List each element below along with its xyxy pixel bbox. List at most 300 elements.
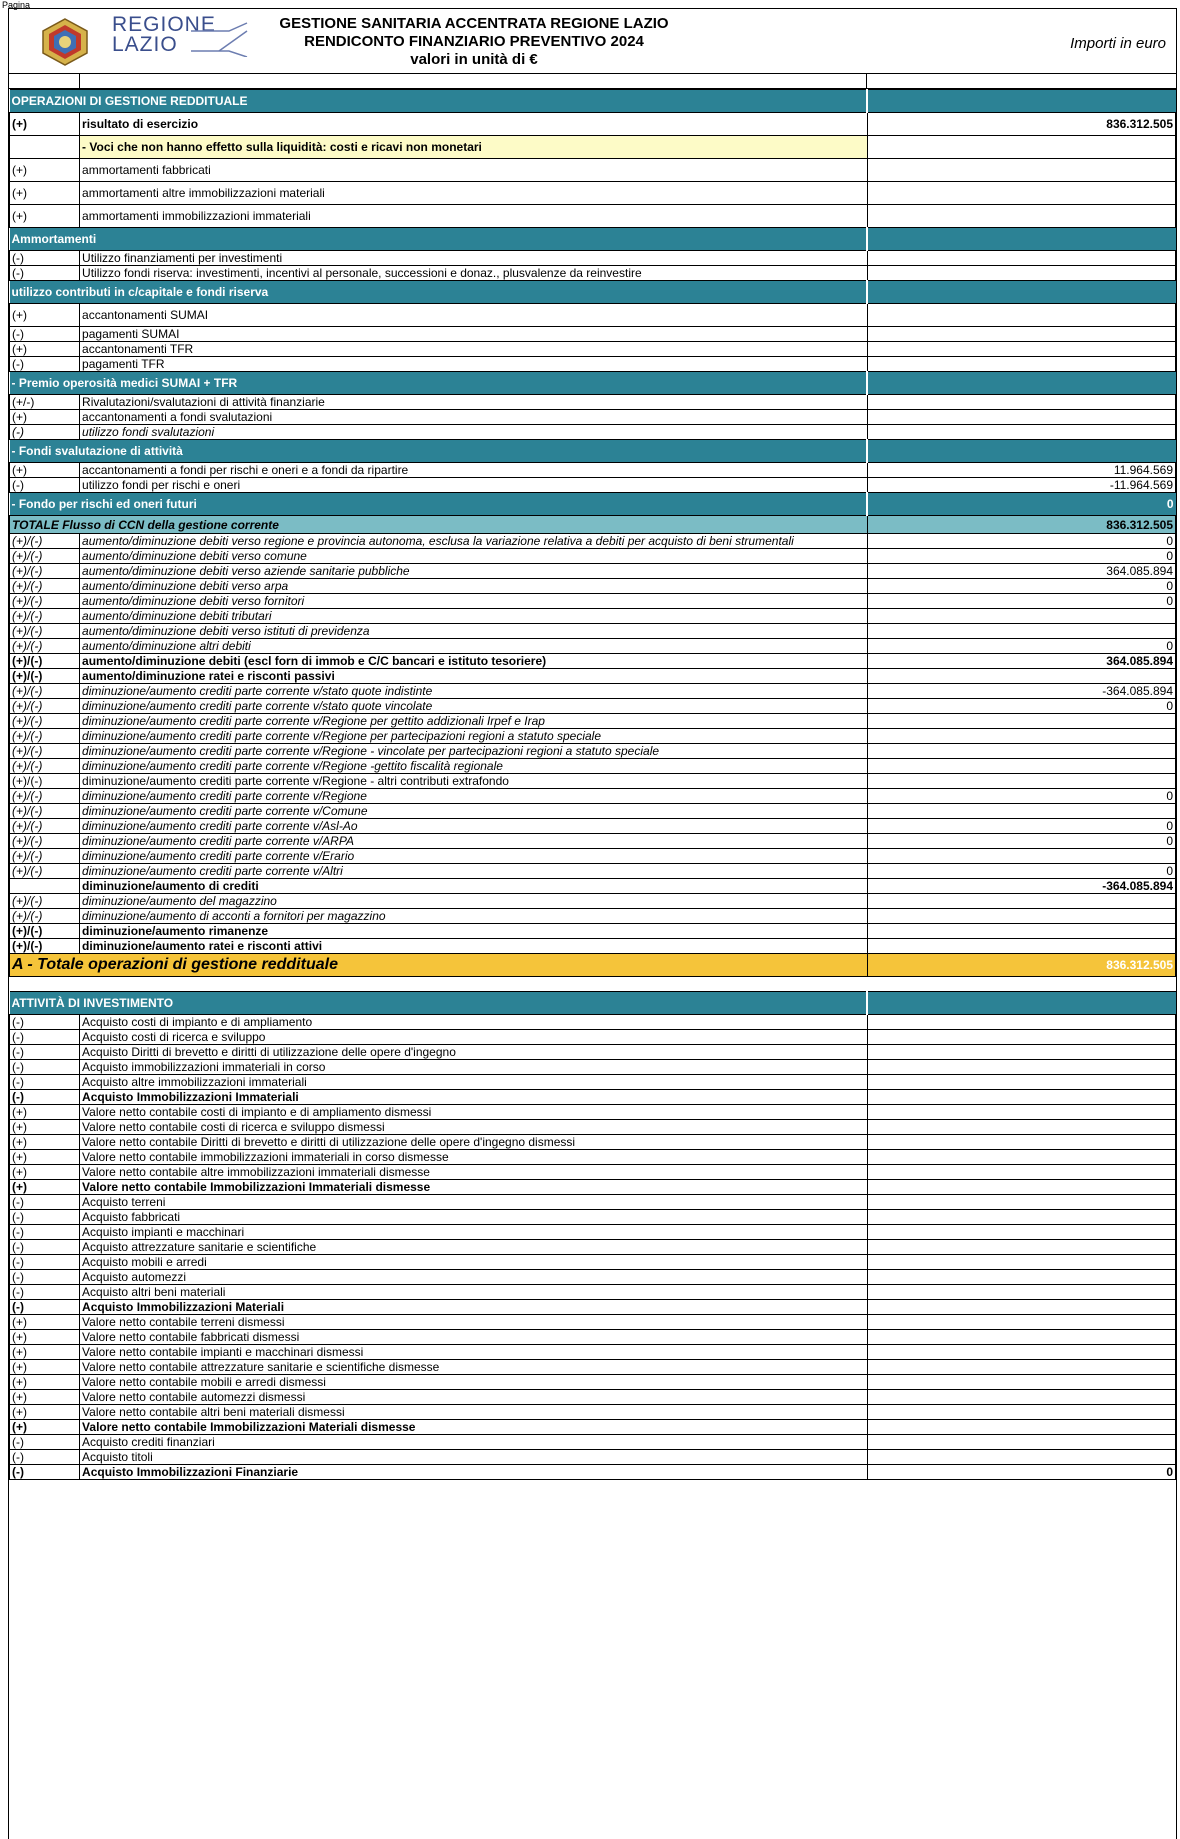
table-row [10,1285,1176,1300]
item-value [867,759,1175,774]
item-value [867,729,1175,744]
item-value: 0 [867,1465,1175,1480]
section-title: OPERAZIONI DI GESTIONE REDDITUALE [10,90,868,113]
item-value [867,1330,1175,1345]
item-label: aumento/diminuzione debiti (escl forn di immob e C/C bancari e istituto tesoriere) [80,654,868,669]
item-value [867,1045,1175,1060]
item-label: accantonamenti a fondi per rischi e oneri e a fondi da ripartire [80,463,868,478]
item-label: aumento/diminuzione debiti verso aziende sanitarie pubbliche [80,564,868,579]
table-row [10,639,1176,654]
sign-cell: (-) [10,1090,80,1105]
item-value: 0 [867,594,1175,609]
item-label: Valore netto contabile altre immobilizzazioni immateriali dismesse [80,1165,868,1180]
item-value [867,1405,1175,1420]
item-label: aumento/diminuzione ratei e risconti passivi [80,669,868,684]
table-row [10,1375,1176,1390]
table-row [10,1330,1176,1345]
table-row [10,1090,1176,1105]
table-row [10,113,1176,136]
table-row [10,939,1176,954]
section-value: 0 [867,493,1175,516]
sign-cell: (+) [10,342,80,357]
table-row [10,1165,1176,1180]
section-title: Ammortamenti [10,228,868,251]
item-label: Acquisto automezzi [80,1270,868,1285]
item-value [867,1105,1175,1120]
table-row [10,669,1176,684]
table-row [10,1120,1176,1135]
table-row [10,1045,1176,1060]
section-title: - Premio operosità medici SUMAI + TFR [10,372,868,395]
item-label: utilizzo fondi svalutazioni [80,425,868,440]
item-value: 11.964.569 [867,463,1175,478]
item-value [867,1360,1175,1375]
sign-cell: (+) [10,1405,80,1420]
item-value [867,774,1175,789]
sign-cell: (+) [10,1345,80,1360]
table-row [10,251,1176,266]
sign-cell: (-) [10,1060,80,1075]
item-label: diminuzione/aumento crediti parte corrente v/Regione - vincolate per partecipazioni regioni a statuto speciale [80,744,868,759]
table-row [10,372,1176,395]
total-label: A - Totale operazioni di gestione reddituale [10,954,868,977]
item-value [867,849,1175,864]
sign-cell: (+)/(-) [10,639,80,654]
item-value: 0 [867,639,1175,654]
table-row [10,894,1176,909]
item-label: accantonamenti TFR [80,342,868,357]
sign-cell: (+)/(-) [10,774,80,789]
item-label: diminuzione/aumento crediti parte corrente v/stato quote indistinte [80,684,868,699]
sign-cell: (-) [10,266,80,281]
item-value [867,1255,1175,1270]
table-row [10,1105,1176,1120]
section-value [867,281,1175,304]
sign-cell: (+) [10,113,80,136]
table-row [10,478,1176,493]
report-units: valori in unità di € [410,51,538,68]
sign-cell: (+) [10,1165,80,1180]
item-value [867,804,1175,819]
page-corner-label: Pagina [2,0,31,10]
sign-cell: (-) [10,1015,80,1030]
item-label: pagamenti TFR [80,357,868,372]
item-label: diminuzione/aumento crediti parte corrente v/Regione per partecipazioni regioni a statuto speciale [80,729,868,744]
table-row [10,819,1176,834]
table-row [10,1195,1176,1210]
item-label: Valore netto contabile automezzi dismessi [80,1390,868,1405]
sign-cell: (+) [10,1150,80,1165]
sign-cell: (+)/(-) [10,819,80,834]
item-value [867,1210,1175,1225]
cash-flow-table [9,89,1176,1480]
item-label: aumento/diminuzione debiti tributari [80,609,868,624]
item-label: Acquisto Immobilizzazioni Materiali [80,1300,868,1315]
item-value [867,1075,1175,1090]
item-value [867,395,1175,410]
item-label: risultato di esercizio [80,113,868,136]
item-label: diminuzione/aumento di acconti a fornitori per magazzino [80,909,868,924]
sign-cell: (+)/(-) [10,804,80,819]
item-label: Valore netto contabile Immobilizzazioni Materiali dismesse [80,1420,868,1435]
sign-cell: (+) [10,182,80,205]
report-header [9,9,1176,74]
item-value [867,1345,1175,1360]
sign-cell: (-) [10,1240,80,1255]
item-value: 0 [867,699,1175,714]
table-row [10,1390,1176,1405]
item-value [867,1375,1175,1390]
sign-cell: (+) [10,304,80,327]
table-row [10,281,1176,304]
item-value: -364.085.894 [867,684,1175,699]
item-value [867,669,1175,684]
sign-cell: (-) [10,357,80,372]
sign-cell: (+) [10,1135,80,1150]
sign-cell: (-) [10,425,80,440]
item-label: Valore netto contabile attrezzature sanitarie e scientifiche dismesse [80,1360,868,1375]
item-label: aumento/diminuzione debiti verso regione e provincia autonoma, esclusa la variazione relativa a debiti per acquisto di beni strumentali [80,534,868,549]
section-title: ATTIVITÀ DI INVESTIMENTO [10,992,868,1015]
table-row [10,1210,1176,1225]
table-row [10,1270,1176,1285]
item-value: 0 [867,864,1175,879]
table-row [10,304,1176,327]
section-value [867,372,1175,395]
sign-cell: (-) [10,1285,80,1300]
item-label: Acquisto terreni [80,1195,868,1210]
table-row [10,879,1176,894]
item-label: Acquisto altri beni materiali [80,1285,868,1300]
item-value: 364.085.894 [867,654,1175,669]
item-value [867,1225,1175,1240]
table-row [10,136,1176,159]
table-row [10,992,1176,1015]
table-row [10,579,1176,594]
item-label: Acquisto mobili e arredi [80,1255,868,1270]
item-label: diminuzione/aumento crediti parte corrente v/Regione - altri contributi extrafondo [80,774,868,789]
item-label: Valore netto contabile Diritti di brevetto e diritti di utilizzazione delle opere d'ingegno dismessi [80,1135,868,1150]
item-label: diminuzione/aumento rimanenze [80,924,868,939]
table-row [10,834,1176,849]
item-value [867,714,1175,729]
sign-cell [10,136,80,159]
item-value [867,410,1175,425]
item-label: Utilizzo fondi riserva: investimenti, incentivi al personale, successioni e donaz., plusvalenze da reinvestire [80,266,868,281]
table-row [10,977,1176,992]
section-title: utilizzo contributi in c/capitale e fondi riserva [10,281,868,304]
item-label: aumento/diminuzione altri debiti [80,639,868,654]
table-row [10,1150,1176,1165]
item-label: Valore netto contabile costi di impianto e di ampliamento dismessi [80,1105,868,1120]
item-value [867,939,1175,954]
table-row [10,357,1176,372]
table-row [10,624,1176,639]
item-value [867,304,1175,327]
sign-cell: (-) [10,1210,80,1225]
item-label: diminuzione/aumento crediti parte corrente v/Regione per gettito addizionali Irpef e Irap [80,714,868,729]
sign-cell: (-) [10,1225,80,1240]
table-row [10,1240,1176,1255]
item-value [867,624,1175,639]
item-label: diminuzione/aumento crediti parte corrente v/stato quote vincolate [80,699,868,714]
item-value [867,744,1175,759]
item-value: -364.085.894 [867,879,1175,894]
item-value [867,1150,1175,1165]
sign-cell: (-) [10,251,80,266]
item-value [867,1120,1175,1135]
item-label: Acquisto Immobilizzazioni Immateriali [80,1090,868,1105]
table-row [10,266,1176,281]
table-row [10,609,1176,624]
section-value [867,992,1175,1015]
item-label: diminuzione/aumento crediti parte corrente v/Asl-Ao [80,819,868,834]
table-row [10,342,1176,357]
item-label: Valore netto contabile impianti e macchinari dismessi [80,1345,868,1360]
sign-cell: (+)/(-) [10,909,80,924]
item-value: -11.964.569 [867,478,1175,493]
total-value: 836.312.505 [867,954,1175,977]
table-row [10,1345,1176,1360]
item-label: aumento/diminuzione debiti verso arpa [80,579,868,594]
blank-cell [10,977,1176,992]
item-label: Acquisto costi di ricerca e sviluppo [80,1030,868,1045]
item-label: Acquisto costi di impianto e di ampliamento [80,1015,868,1030]
sign-cell: (+) [10,1360,80,1375]
sign-cell: (+)/(-) [10,924,80,939]
item-value [867,266,1175,281]
item-label: diminuzione/aumento crediti parte corrente v/Regione -gettito fiscalità regionale [80,759,868,774]
sign-cell: (+)/(-) [10,549,80,564]
report-titles [239,15,709,69]
table-row [10,1030,1176,1045]
sign-cell: (+)/(-) [10,684,80,699]
item-value [867,1180,1175,1195]
item-value [867,1090,1175,1105]
sign-cell: (-) [10,327,80,342]
table-row [10,789,1176,804]
item-value: 0 [867,834,1175,849]
item-label: diminuzione/aumento crediti parte corrente v/Regione [80,789,868,804]
sign-cell: (+)/(-) [10,594,80,609]
table-row [10,774,1176,789]
table-row [10,1435,1176,1450]
item-value [867,251,1175,266]
sign-cell: (-) [10,1465,80,1480]
sign-cell: (+)/(-) [10,939,80,954]
item-label: diminuzione/aumento crediti parte corrente v/ARPA [80,834,868,849]
total-value: 836.312.505 [867,516,1175,534]
item-value [867,1240,1175,1255]
sign-cell: (-) [10,1270,80,1285]
table-row [10,1075,1176,1090]
sign-cell: (+)/(-) [10,714,80,729]
item-value [867,1060,1175,1075]
item-label: Valore netto contabile fabbricati dismessi [80,1330,868,1345]
sign-cell: (+)/(-) [10,579,80,594]
item-value [867,159,1175,182]
sign-cell: (+)/(-) [10,894,80,909]
table-row [10,759,1176,774]
report-title: GESTIONE SANITARIA ACCENTRATA REGIONE LAZIO [279,15,669,32]
item-value: 0 [867,789,1175,804]
item-label: aumento/diminuzione debiti verso istituti di previdenza [80,624,868,639]
report-subtitle: RENDICONTO FINANZIARIO PREVENTIVO 2024 [304,33,644,50]
item-value [867,1285,1175,1300]
sign-cell: (-) [10,1045,80,1060]
sign-cell: (-) [10,1435,80,1450]
item-label: ammortamenti fabbricati [80,159,868,182]
sign-cell: (+)/(-) [10,609,80,624]
section-value [867,440,1175,463]
item-value [867,327,1175,342]
item-label: aumento/diminuzione debiti verso fornitori [80,594,868,609]
item-value [867,136,1175,159]
item-label: Valore netto contabile Immobilizzazioni Immateriali dismesse [80,1180,868,1195]
item-value: 0 [867,819,1175,834]
item-label: diminuzione/aumento crediti parte corrente v/Altri [80,864,868,879]
section-value [867,90,1175,113]
item-value [867,894,1175,909]
sign-cell: (+) [10,463,80,478]
item-label: Valore netto contabile mobili e arredi dismessi [80,1375,868,1390]
item-label: pagamenti SUMAI [80,327,868,342]
item-value [867,924,1175,939]
item-label: Rivalutazioni/svalutazioni di attività finanziarie [80,395,868,410]
item-label: diminuzione/aumento crediti parte corrente v/Comune [80,804,868,819]
item-value [867,1315,1175,1330]
table-row [10,1015,1176,1030]
table-row [10,493,1176,516]
section-value [867,228,1175,251]
item-value [867,1435,1175,1450]
item-label: Acquisto titoli [80,1450,868,1465]
item-label: diminuzione/aumento del magazzino [80,894,868,909]
table-row [10,1465,1176,1480]
item-label: accantonamenti a fondi svalutazioni [80,410,868,425]
item-value [867,1390,1175,1405]
sign-cell: (+) [10,205,80,228]
table-row [10,327,1176,342]
table-row [10,228,1176,251]
sign-cell: (+) [10,159,80,182]
logo-line-1: REGIONE [112,13,216,36]
item-label: Valore netto contabile immobilizzazioni immateriali in corso dismesse [80,1150,868,1165]
sign-cell: (+)/(-) [10,564,80,579]
item-value: 0 [867,549,1175,564]
sign-cell [10,879,80,894]
sign-cell: (-) [10,1255,80,1270]
sign-cell: (-) [10,1075,80,1090]
sign-cell: (+) [10,1120,80,1135]
table-row [10,410,1176,425]
table-row [10,744,1176,759]
sign-cell: (+) [10,1330,80,1345]
item-value [867,1420,1175,1435]
item-label: Acquisto Diritti di brevetto e diritti di utilizzazione delle opere d'ingegno [80,1045,868,1060]
item-label: diminuzione/aumento di crediti [80,879,868,894]
sign-cell: (-) [10,1195,80,1210]
item-label: Acquisto impianti e macchinari [80,1225,868,1240]
sign-cell: (-) [10,1300,80,1315]
sign-cell: (+) [10,1420,80,1435]
table-row [10,1315,1176,1330]
item-value [867,1300,1175,1315]
table-row [10,463,1176,478]
item-label: Acquisto crediti finanziari [80,1435,868,1450]
table-row [10,1225,1176,1240]
sign-cell: (+)/(-) [10,744,80,759]
sign-cell: (+)/(-) [10,624,80,639]
sign-cell: (+)/(-) [10,699,80,714]
section-title: - Fondo per rischi ed oneri futuri [10,493,868,516]
item-label: diminuzione/aumento ratei e risconti attivi [80,939,868,954]
section-title: - Fondi svalutazione di attività [10,440,868,463]
header-spacer [9,74,1176,89]
table-row [10,549,1176,564]
item-value: 0 [867,579,1175,594]
item-label: Valore netto contabile terreni dismessi [80,1315,868,1330]
table-row [10,425,1176,440]
sign-cell: (+)/(-) [10,864,80,879]
item-value [867,425,1175,440]
table-row [10,729,1176,744]
sign-cell: (+)/(-) [10,669,80,684]
sign-cell: (+)/(-) [10,654,80,669]
cash-flow-table-body [10,90,1176,1480]
sign-cell: (-) [10,1450,80,1465]
item-value [867,1030,1175,1045]
table-row [10,684,1176,699]
table-row [10,864,1176,879]
item-label: Acquisto altre immobilizzazioni immateriali [80,1075,868,1090]
table-row [10,909,1176,924]
table-row [10,205,1176,228]
report-frame [8,8,1177,1839]
table-row [10,654,1176,669]
table-row [10,182,1176,205]
table-row [10,1060,1176,1075]
sign-cell: (+)/(-) [10,834,80,849]
item-label: Acquisto fabbricati [80,1210,868,1225]
sign-cell: (+) [10,1180,80,1195]
item-label: aumento/diminuzione debiti verso comune [80,549,868,564]
table-row [10,804,1176,819]
sign-cell: (+) [10,410,80,425]
item-value [867,1135,1175,1150]
sign-cell: (-) [10,478,80,493]
item-label: Utilizzo finanziamenti per investimenti [80,251,868,266]
table-row [10,516,1176,534]
table-row [10,1360,1176,1375]
table-row [10,1300,1176,1315]
table-row [10,1255,1176,1270]
table-row [10,159,1176,182]
item-label: Acquisto attrezzature sanitarie e scientifiche [80,1240,868,1255]
sign-cell: (+) [10,1105,80,1120]
item-label: Acquisto immobilizzazioni immateriali in corso [80,1060,868,1075]
table-row [10,440,1176,463]
sign-cell: (+/-) [10,395,80,410]
logo-line-2: LAZIO [112,33,178,56]
table-row [10,1450,1176,1465]
table-row [10,954,1176,977]
item-value: 364.085.894 [867,564,1175,579]
sign-cell: (+) [10,1315,80,1330]
item-value [867,1270,1175,1285]
item-value [867,1195,1175,1210]
sign-cell: (+)/(-) [10,534,80,549]
